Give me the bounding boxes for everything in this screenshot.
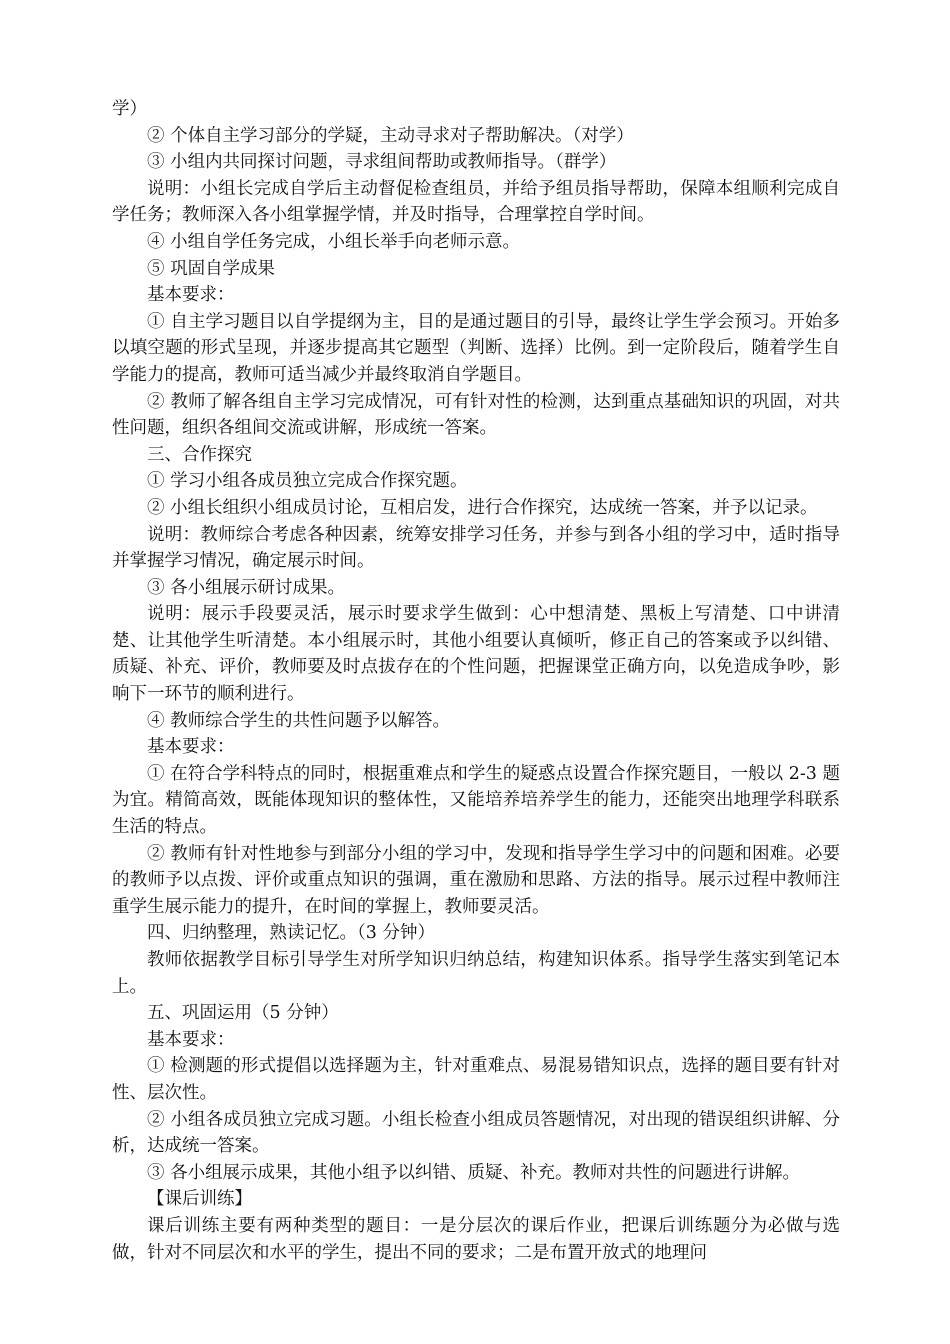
paragraph: ③ 各小组展示研讨成果。 <box>147 577 346 598</box>
paragraph: ③ 各小组展示成果，其他小组予以纠错、质疑、补充。教师对共性的问题进行讲解。 <box>147 1162 801 1183</box>
document-page <box>112 96 840 1266</box>
paragraph: 说明：小组长完成自学后主动督促检查组员，并给予组员指导帮助，保障本组顺利完成自学任务；教师深入各小组掌握学情，并及时指导，合理掌控自学时间。 <box>112 178 840 226</box>
paragraph: 教师依据教学目标引导学生对所学知识归纳总结，构建知识体系。指导学生落实到笔记本上。 <box>112 950 840 997</box>
paragraph: ② 教师了解各组自主学习完成情况，可有针对性的检测，达到重点基础知识的巩固，对共性问题，组织各组间交流或讲解，形成统一答案。 <box>112 391 840 439</box>
paragraph: ① 自主学习题目以自学提纲为主，目的是通过题目的引导，最终让学生学会预习。开始多以填空题的形式呈现，并逐步提高其它题型（判断、选择）比例。到一定阶段后，随着学生自学能力的提高，教师可适当减少并最终取消自学题目。 <box>112 311 840 385</box>
paragraph: ③ 小组内共同探讨问题，寻求组间帮助或教师指导。（群学） <box>147 152 617 173</box>
paragraph: 基本要求： <box>147 737 235 758</box>
paragraph: ④ 教师综合学生的共性问题予以解答。 <box>147 710 451 731</box>
paragraph: ② 小组各成员独立完成习题。小组长检查小组成员答题情况，对出现的错误组织讲解、分析，达成统一答案。 <box>112 1109 840 1157</box>
paragraph: ② 教师有针对性地参与到部分小组的学习中，发现和指导学生学习中的问题和困难。必要的教师予以点拨、评价或重点知识的强调，重在激励和思路、方法的指导。展示过程中教师注重学生展示能力的提升，在时间的掌握上，教师要灵活。 <box>112 843 840 917</box>
paragraph: 基本要求： <box>147 1029 235 1050</box>
paragraph: 课后训练主要有两种类型的题目：一是分层次的课后作业，把课后训练题分为必做与选做，针对不同层次和水平的学生，提出不同的要求；二是布置开放式的地理问 <box>112 1215 840 1263</box>
section-heading: 五、巩固运用（5 分钟） <box>147 1003 339 1024</box>
paragraph: ② 小组长组织小组成员讨论，互相启发，进行合作探究，达成统一答案，并予以记录。 <box>147 497 818 518</box>
section-heading: 【课后训练】 <box>147 1189 252 1210</box>
paragraph: ④ 小组自学任务完成，小组长举手向老师示意。 <box>147 231 521 252</box>
paragraph: 说明：教师综合考虑各种因素，统筹安排学习任务，并参与到各小组的学习中，适时指导并掌握学习情况，确定展示时间。 <box>112 524 840 572</box>
paragraph: ⑤ 巩固自学成果 <box>147 258 276 279</box>
paragraph-continuation: 学） <box>112 99 147 119</box>
paragraph: 说明：展示手段要灵活，展示时要求学生做到：心中想清楚、黑板上写清楚、口中讲清楚、让其他学生听清楚。本小组展示时，其他小组要认真倾听，修正自己的答案或予以纠错、质疑、补充、评价，教师要及时点拔存在的个性问题，把握课堂正确方向，以免造成争吵，影响下一环节的顺利进行。 <box>112 604 840 705</box>
section-heading: 三、合作探究 <box>147 444 252 465</box>
paragraph: ① 检测题的形式提倡以选择题为主，针对重难点、易混易错知识点，选择的题目要有针对性、层次性。 <box>112 1056 840 1103</box>
paragraph: 基本要求： <box>147 285 235 306</box>
paragraph: ① 在符合学科特点的同时，根据重难点和学生的疑惑点设置合作探究题目，一般以 2-3 题为宜。精简高效，既能体现知识的整体性，又能培养培养学生的能力，还能突出地理学科联系生活的特点。 <box>112 763 840 838</box>
paragraph: ② 个体自主学习部分的学疑，主动寻求对子帮助解决。（对学） <box>147 125 634 146</box>
paragraph: ① 学习小组各成员独立完成合作探究题。 <box>147 471 468 492</box>
section-heading: 四、归纳整理，熟读记忆。（3 分钟） <box>147 923 435 944</box>
